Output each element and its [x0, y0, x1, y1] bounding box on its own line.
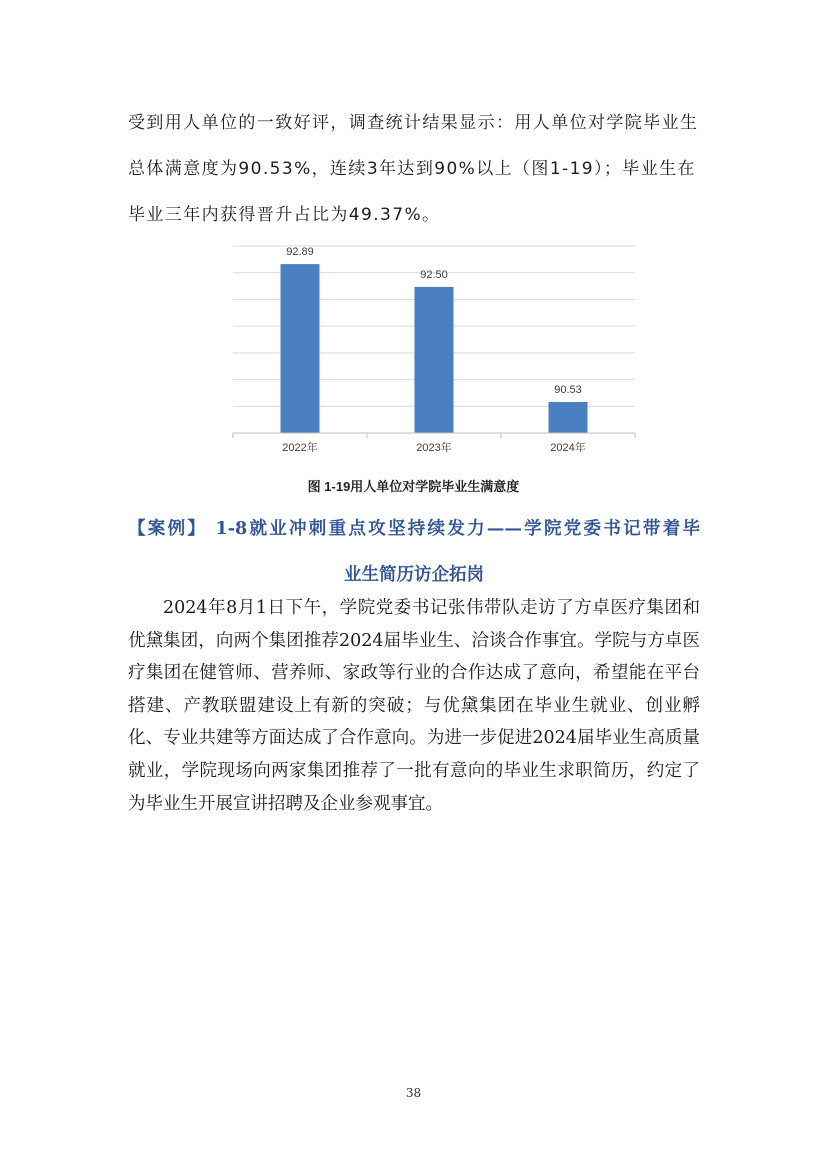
intro-text: 受到用人单位的一致好评，调查统计结果显示：用人单位对学院毕业生总体满意度为90.53%，连续3年达到90%以上（图1-19）；毕业生在毕业三年内获得晋升占比为49.37%。	[128, 113, 699, 225]
chart-bars	[281, 264, 588, 433]
figure-caption: 图 1-19用人单位对学院毕业生满意度	[307, 479, 520, 494]
chart-bar	[549, 402, 588, 433]
chart-x-axis	[233, 433, 635, 454]
chart-bar	[415, 287, 454, 433]
case-title-line-2: 业生简历访企拓岗	[344, 565, 484, 585]
intro-paragraph	[128, 100, 700, 238]
page-number: 38	[405, 1086, 422, 1100]
chart-x-tick-label: 2023年	[416, 442, 452, 454]
chart-data-label: 92.50	[420, 268, 448, 281]
chart-data-label: 92.89	[286, 246, 314, 259]
chart-data-label: 90.53	[554, 384, 582, 397]
case-title	[128, 506, 700, 598]
chart-bar	[281, 264, 320, 433]
chart-x-tick-label: 2024年	[550, 442, 586, 454]
case-title-line-1: 【案例】 1-8就业冲刺重点攻坚持续发力——学院党委书记带着毕	[128, 519, 700, 539]
case-body-paragraph: 2024年8月1日下午，学院党委书记张伟带队走访了方卓医疗集团和优黛集团，向两个集团推荐2024届毕业生、洽谈合作事宜。学院与方卓医疗集团在健管师、营养师、家政等行业的合作达成了意向，希望能在平台搭建、产教联盟建设上有新的突破；与优黛集团在毕业生就业、创业孵化、专业共建等方面达成了合作意向。为进一步促进2024届毕业生高质量就业，学院现场向两家集团推荐了一批有意向的毕业生求职简历，约定了为毕业生开展宣讲招聘及企业参观事宜。	[128, 598, 700, 814]
chart-x-tick-label: 2022年	[282, 442, 318, 454]
satisfaction-bar-chart	[230, 243, 640, 463]
